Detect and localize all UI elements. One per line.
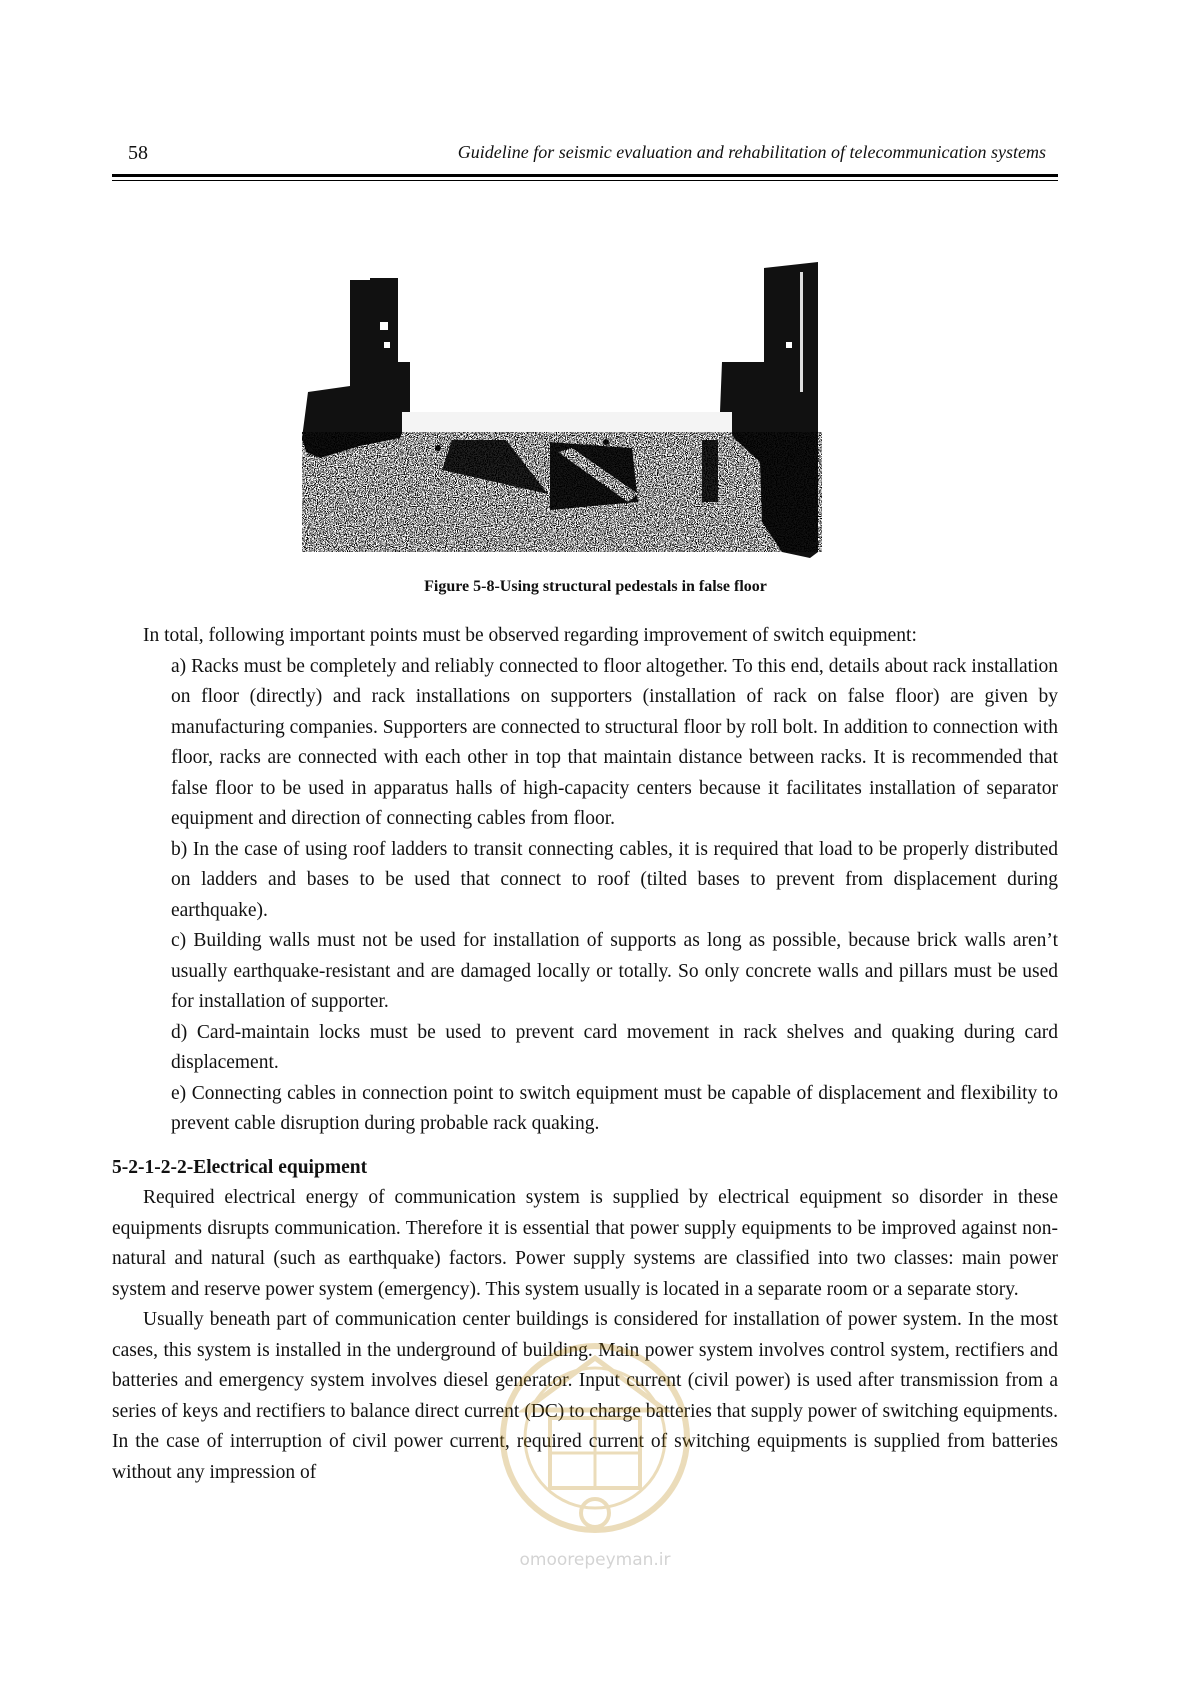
header-rule-thin — [112, 180, 1058, 181]
figure-caption: Figure 5-8-Using structural pedestals in false floor — [424, 578, 767, 595]
page-header — [112, 140, 1058, 166]
paragraph-2: Usually beneath part of communication center buildings is considered for installation of power system. In the most cases, this system is installed in the underground of building. Main power system involves control system, rectifiers and batteries and emergency system involves diesel generator. Input current (civil power) is used after transmission from a series of keys and rectifiers to balance direct current (DC) to charge batteries that supply power of switching equipments. In the case of interruption of civil power current, required current of switching equipments is supplied from batteries without any impression of — [112, 1309, 1058, 1483]
running-title: Guideline for seismic evaluation and rehabilitation of telecommunication systems — [457, 142, 1046, 162]
header-rule-thick — [112, 174, 1058, 177]
watermark-logo — [480, 1318, 710, 1578]
figure-photo — [302, 262, 862, 572]
pedestal-photo-image — [302, 262, 862, 572]
list-item-e: e) Connecting cables in connection point to switch equipment must be capable of displacement and flexibility to prevent cable disruption during probable rack quaking. — [171, 1082, 1058, 1134]
list-item-c: c) Building walls must not be used for installation of supports as long as possible, because brick walls aren’t usually earthquake-resistant and are damaged locally or totally. So only concrete walls and pillars must be used for installation of supporter. — [171, 930, 1058, 1012]
watermark-text: omoorepeyman.ir — [519, 1550, 671, 1570]
page-number: 58 — [128, 142, 148, 164]
list-item-b: b) In the case of using roof ladders to transit connecting cables, it is required that load to be properly distributed on ladders and bases to be used that connect to roof (tilted bases to prevent from displacement during earthquake). — [171, 838, 1058, 921]
list-item-d: d) Card-maintain locks must be used to prevent card movement in rack shelves and quaking during card displacement. — [171, 1021, 1058, 1073]
paragraph-1: Required electrical energy of communication system is supplied by electrical equipment so disorder in these equipments disrupts communication. Therefore it is essential that power supply equipments to be improved against non-natural and natural (such as earthquake) factors. Power supply systems are classified into two classes: main power system and reserve power system (emergency). This system usually is located in a separate room or a separate story. — [112, 1187, 1058, 1300]
list-item-a: a) Racks must be completely and reliably connected to floor altogether. To this end, details about rack installation on floor (directly) and rack installations on supporters (installation of rack on false floor) are given by manufacturing companies. Supporters are connected to structural floor by roll bolt. In addition to connection with floor, racks are connected with each other in top that maintain distance between racks. It is recommended that false floor to be used in apparatus halls of high-capacity centers because it facilitates installation of separator equipment and direction of connecting cables from floor. — [171, 655, 1058, 829]
section-heading: 5-2-1-2-2-Electrical equipment — [112, 1156, 368, 1178]
intro-paragraph: In total, following important points must be observed regarding improvement of switch equipment: — [143, 625, 917, 646]
watermark-emblem-icon — [480, 1318, 710, 1548]
